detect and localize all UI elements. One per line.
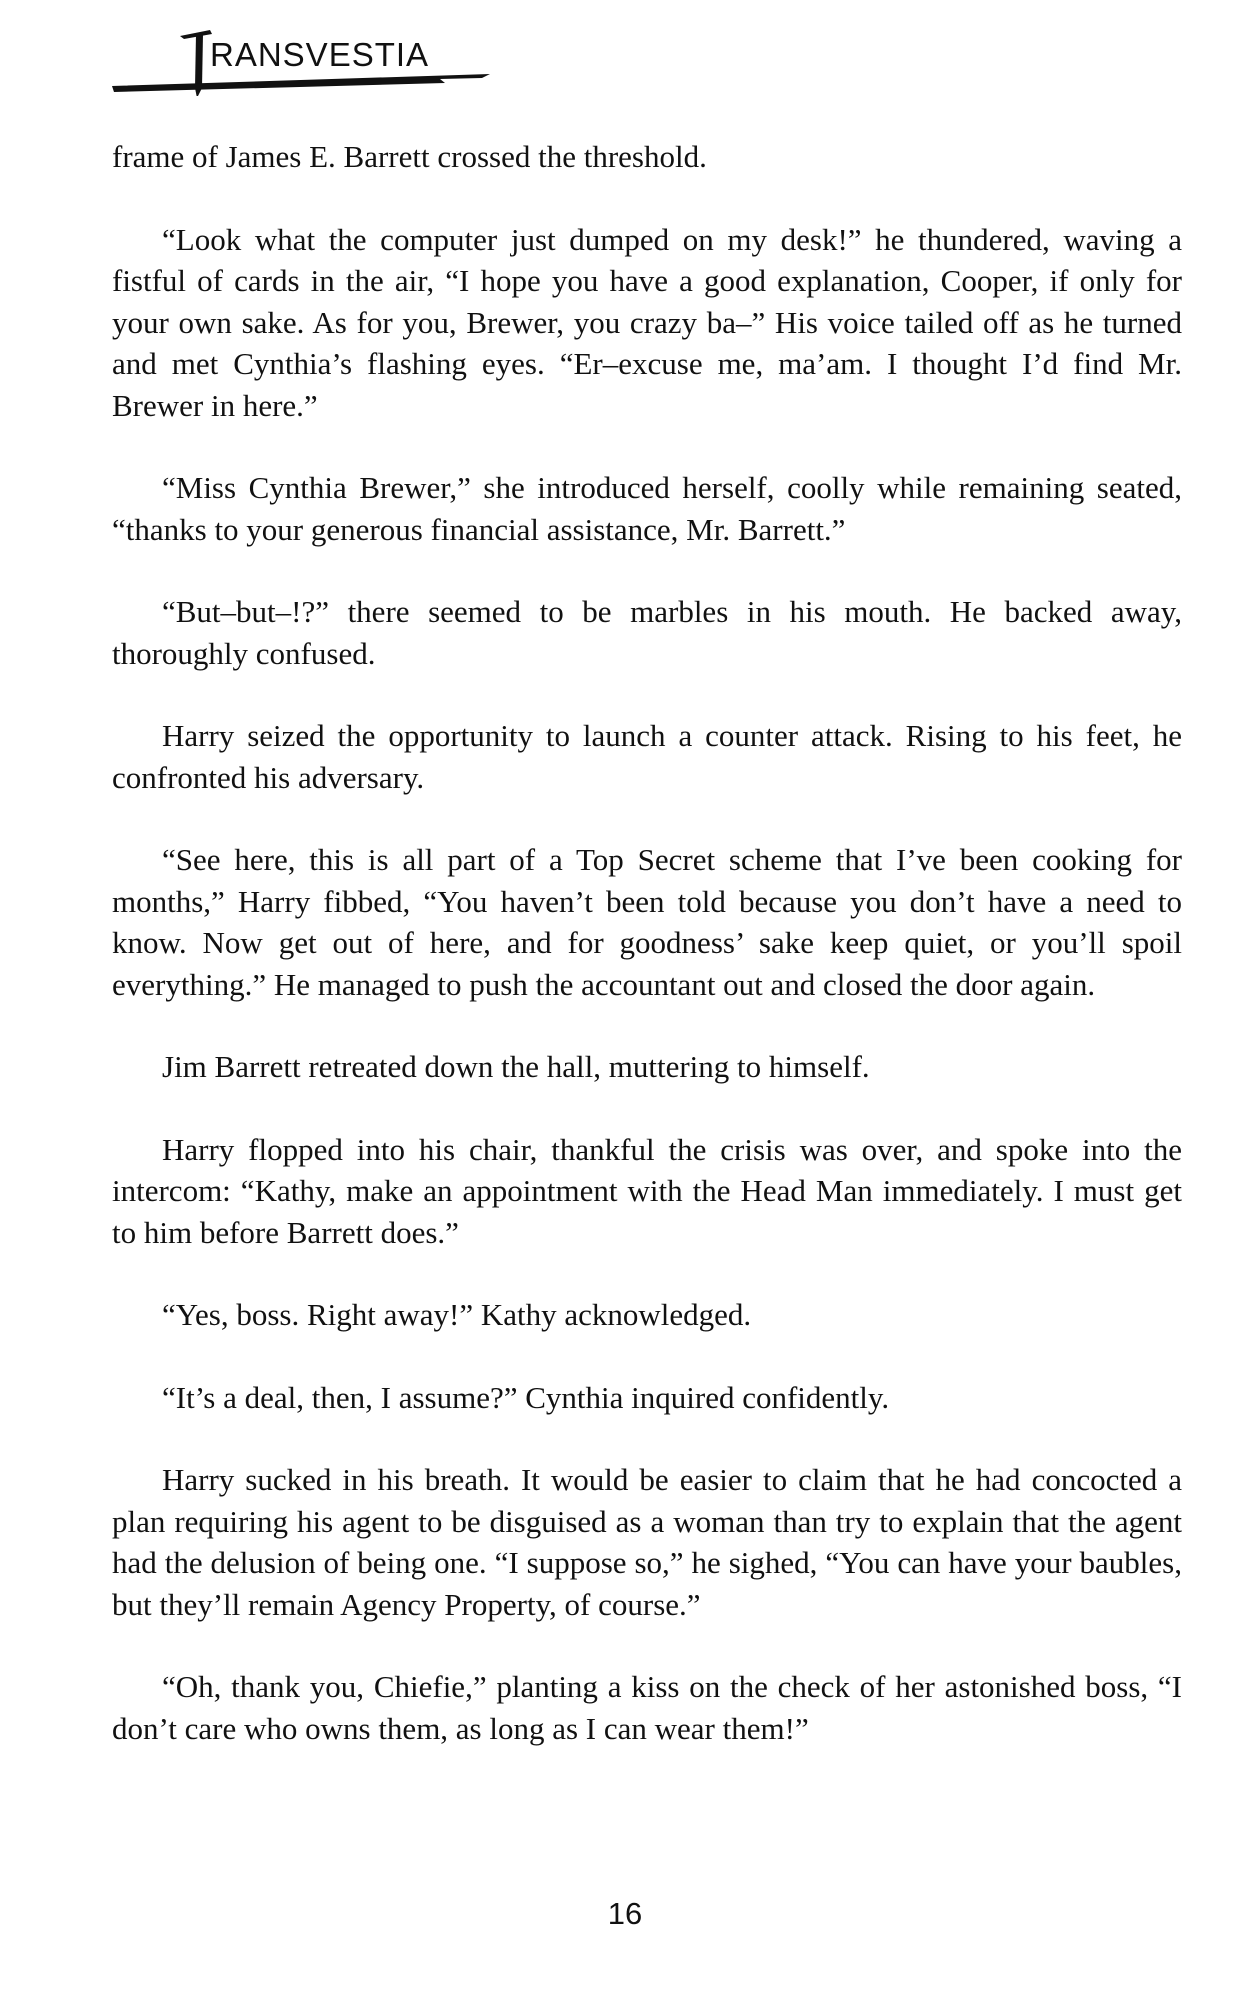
paragraph: “Miss Cynthia Brewer,” she introduced herself, coolly while remaining seated, “thanks to your generous financial assistance, Mr. Barrett.” (112, 470, 1182, 547)
paragraph: “Look what the computer just dumped on my desk!” he thundered, waving a fistful of cards in the air, “I hope you have a good explanation, Cooper, if only for your own sake. As for you, Brewer, you crazy ba–” His voice tailed off as he turned and met Cynthia’s flashing eyes. “Er–excuse me, ma’am. I thought I’d find Mr. Brewer in here.” (112, 221, 1182, 423)
paragraph: Jim Barrett retreated down the hall, muttering to himself. (162, 1049, 870, 1084)
paragraph: “See here, this is all part of a Top Secret scheme that I’ve been cooking for months,” Harry fibbed, “You haven’t been told because you don’t have a need to know. Now get out of here, and for goodness’ sake keep quiet, or you’ll spoil everything.” He managed to push the accountant out and closed the door again. (112, 842, 1182, 1002)
running-header (110, 26, 500, 96)
paragraph: Harry flopped into his chair, thankful the crisis was over, and spoke into the intercom: “Kathy, make an appointment with the Head Man immediately. I must get to him before Barrett does.” (112, 1131, 1182, 1250)
running-title: RANSVESTIA (210, 36, 430, 73)
page-number: 16 (607, 1896, 643, 1931)
paragraph: “But–but–!?” there seemed to be marbles in his mouth. He backed away, thoroughly confused. (112, 594, 1182, 671)
page-body (112, 136, 1182, 1790)
paragraph: “It’s a deal, then, I assume?” Cynthia inquired confidently. (162, 1379, 890, 1415)
paragraph: Harry sucked in his breath. It would be easier to claim that he had concocted a plan requiring his agent to be disguised as a woman than try to explain that the agent had the delusion of being one. “I suppose so,” he sighed, “You can have your baubles, but they’ll remain Agency Property, of course.” (112, 1462, 1182, 1622)
paragraph: Harry seized the opportunity to launch a counter attack. Rising to his feet, he confronted his adversary. (112, 718, 1182, 795)
paragraph: frame of James E. Barrett crossed the threshold. (112, 139, 707, 174)
paragraph: “Yes, boss. Right away!” Kathy acknowledged. (162, 1297, 752, 1332)
paragraph: “Oh, thank you, Chiefie,” planting a kiss on the check of her astonished boss, “I don’t care who owns them, as long as I can wear them!” (112, 1669, 1182, 1746)
